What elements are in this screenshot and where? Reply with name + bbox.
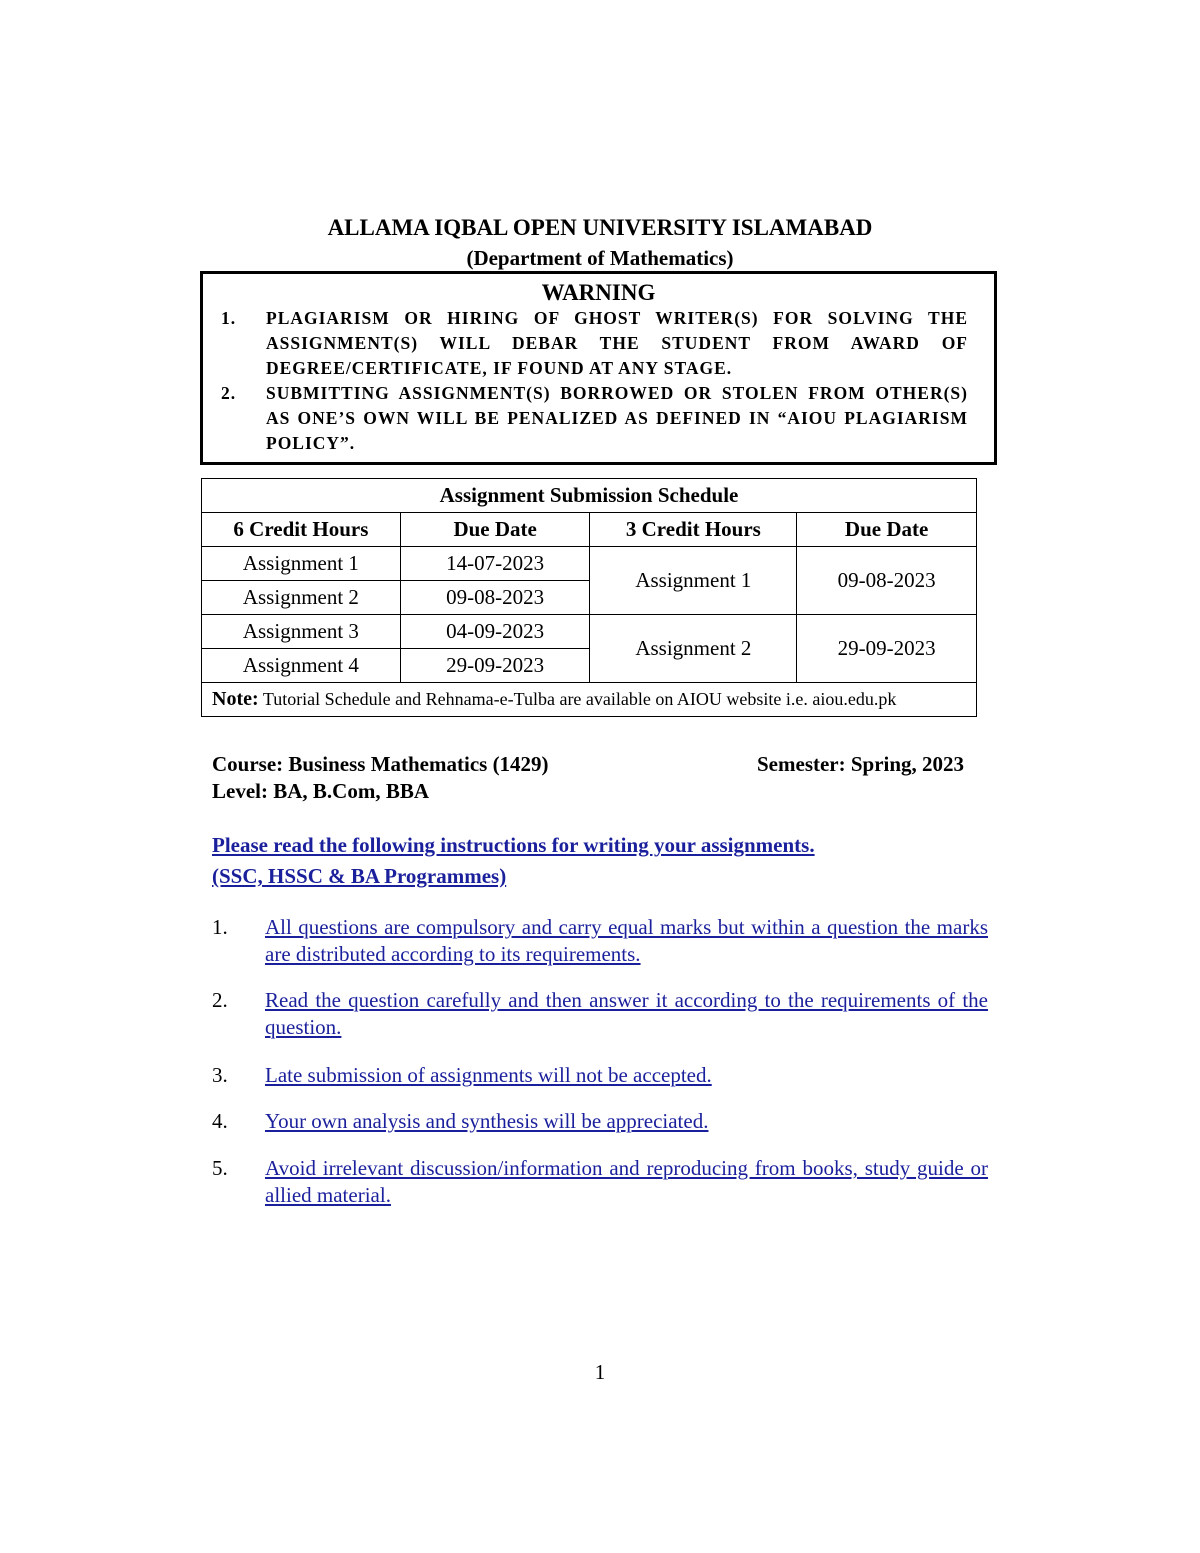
col-header: 3 Credit Hours bbox=[590, 513, 797, 547]
cell: Assignment 3 bbox=[202, 615, 401, 649]
item-num: 2. bbox=[212, 988, 228, 1012]
department-subtitle: (Department of Mathematics) bbox=[466, 246, 734, 270]
item-text: All questions are compulsory and carry equal marks but within a question the marks are distributed according to its requirements. bbox=[265, 915, 988, 966]
cell: 14-07-2023 bbox=[400, 547, 590, 581]
instruction-item bbox=[212, 914, 988, 968]
instruction-item bbox=[212, 1062, 988, 1089]
item-text: Your own analysis and synthesis will be appreciated. bbox=[265, 1109, 709, 1133]
instruction-item bbox=[212, 1108, 988, 1135]
cell: 29-09-2023 bbox=[400, 649, 590, 683]
warning-item bbox=[203, 381, 994, 456]
schedule-table bbox=[201, 478, 977, 717]
warning-num: 1. bbox=[221, 308, 237, 328]
course-label: Course: Business Mathematics (1429) bbox=[212, 752, 549, 776]
item-num: 1. bbox=[212, 915, 228, 939]
semester-label: Semester: Spring, 2023 bbox=[757, 752, 965, 776]
item-num: 5. bbox=[212, 1156, 228, 1180]
cell: Assignment 2 bbox=[590, 615, 797, 683]
instruction-item bbox=[212, 1155, 988, 1209]
cell: Assignment 1 bbox=[202, 547, 401, 581]
warning-text: SUBMITTING ASSIGNMENT(S) BORROWED OR STOLEN FROM OTHER(S) AS ONE’S OWN WILL BE PENALIZED AS DEFINED IN “AIOU PLAGIARISM POLICY”. bbox=[266, 383, 968, 453]
warning-box bbox=[200, 271, 997, 465]
instruction-item bbox=[212, 987, 988, 1041]
cell: Assignment 2 bbox=[202, 581, 401, 615]
warning-text: PLAGIARISM OR HIRING OF GHOST WRITER(S) FOR SOLVING THE ASSIGNMENT(S) WILL DEBAR THE STUDENT FROM AWARD OF DEGREE/CERTIFICATE, IF FOUND AT ANY STAGE. bbox=[266, 308, 968, 378]
cell: Assignment 1 bbox=[590, 547, 797, 615]
instructions-heading: Please read the following instructions for writing your assignments. bbox=[212, 833, 815, 857]
schedule-note bbox=[202, 683, 977, 717]
warning-num: 2. bbox=[221, 383, 237, 403]
cell: 09-08-2023 bbox=[400, 581, 590, 615]
cell: 04-09-2023 bbox=[400, 615, 590, 649]
cell: 09-08-2023 bbox=[797, 547, 977, 615]
university-title: ALLAMA IQBAL OPEN UNIVERSITY ISLAMABAD bbox=[327, 215, 873, 240]
col-header: Due Date bbox=[797, 513, 977, 547]
item-text: Avoid irrelevant discussion/information and reproducing from books, study guide or allied material. bbox=[265, 1156, 988, 1207]
item-text: Late submission of assignments will not be accepted. bbox=[265, 1063, 712, 1087]
page-number: 1 bbox=[594, 1360, 606, 1384]
item-text: Read the question carefully and then answer it according to the requirements of the question. bbox=[265, 988, 988, 1039]
warning-heading: WARNING bbox=[541, 280, 656, 305]
schedule-title: Assignment Submission Schedule bbox=[202, 479, 977, 513]
instructions-subheading: (SSC, HSSC & BA Programmes) bbox=[212, 864, 507, 888]
cell: 29-09-2023 bbox=[797, 615, 977, 683]
item-num: 3. bbox=[212, 1063, 228, 1087]
note-label: Note: bbox=[212, 688, 259, 710]
cell: Assignment 4 bbox=[202, 649, 401, 683]
col-header: Due Date bbox=[400, 513, 590, 547]
warning-item bbox=[203, 306, 994, 381]
note-text: Tutorial Schedule and Rehnama-e-Tulba are available on AIOU website i.e. aiou.edu.pk bbox=[262, 689, 897, 709]
item-num: 4. bbox=[212, 1109, 228, 1133]
col-header: 6 Credit Hours bbox=[202, 513, 401, 547]
level-label: Level: BA, B.Com, BBA bbox=[212, 779, 429, 803]
